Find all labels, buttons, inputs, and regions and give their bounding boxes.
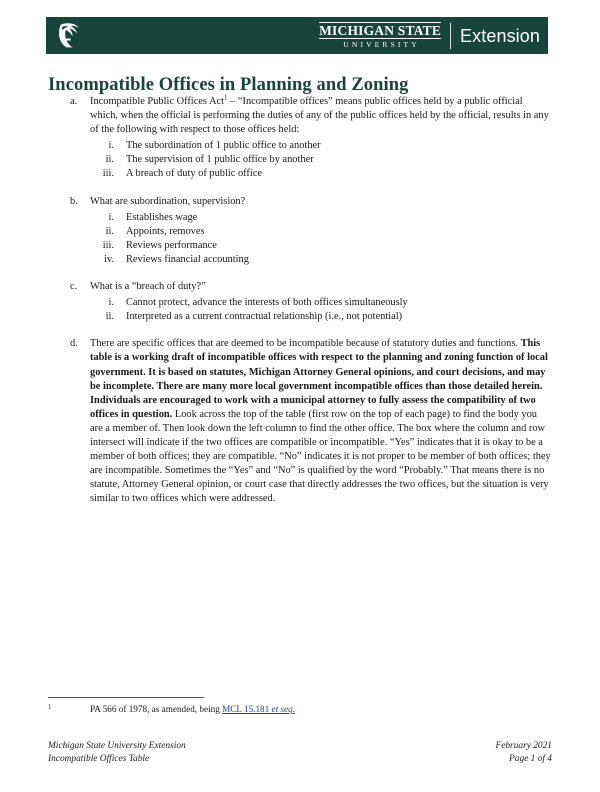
list-item [90, 211, 552, 225]
footer-page-number: Page 1 of 4 [509, 753, 552, 764]
list-marker-d: d. [70, 338, 78, 350]
msu-wordmark-line2: UNIVERSITY [343, 40, 420, 49]
list-item [90, 139, 552, 153]
footnote-number: 1 [48, 704, 52, 711]
msu-extension-header-band [46, 17, 548, 54]
list-marker-b: b. [70, 195, 78, 207]
footnote-text: PA 566 of 1978, as amended, being [90, 704, 223, 714]
sublist-marker: ii. [105, 311, 114, 323]
spartan-helmet-icon [56, 22, 82, 50]
page-title: Incompatible Offices in Planning and Zoning [48, 75, 409, 96]
sublist-text: A breach of duty of public office [126, 168, 262, 180]
list-item [90, 153, 552, 167]
list-marker-c: c. [70, 281, 78, 293]
msu-wordmark [319, 22, 450, 49]
list-item-a [48, 95, 552, 182]
sublist-text: The subordination of 1 public office to another [126, 140, 321, 152]
page-footer [48, 740, 552, 765]
sublist-b [90, 211, 552, 267]
sublist-text: Reviews financial accounting [126, 253, 249, 265]
footer-document-name: Incompatible Offices Table [48, 753, 150, 764]
list-item [90, 253, 552, 267]
footnote-area [48, 697, 552, 715]
list-item [90, 167, 552, 181]
sublist-marker: i. [108, 140, 114, 152]
list-item-c [48, 280, 552, 324]
list-item [90, 239, 552, 253]
footer-date: February 2021 [495, 741, 552, 751]
document-body [48, 95, 552, 506]
outline-list [48, 95, 552, 506]
sublist-text: Cannot protect, advance the interests of both offices simultaneously [126, 297, 408, 309]
sublist-text: Reviews performance [126, 239, 217, 251]
msu-wordmark-line1: MICHIGAN STATE [319, 22, 442, 38]
paragraph-a-text-after-ref: – “Incompatible offices” means public offices held by a public official which, when the official is performing the duties of any of the public offices held by the official, results in any of the following with respect to those offices held: [90, 96, 549, 136]
sublist-marker: ii. [105, 225, 114, 237]
sublist-marker: iii. [102, 239, 114, 251]
sublist-text: The supervision of 1 public office by another [126, 154, 314, 166]
paragraph-d-bold: This table is a working draft of incompatible offices with respect to the planning and zoning function of local government. It is based on statutes, Michigan Attorney General opinions, and court decisions, and may be incomplete. There are many more local government incompatible offices than those detailed herein. Individuals are encouraged to work with a municipal attorney to fully assess the compatibility of two offices in question. [90, 338, 548, 420]
mcl-statute-link-italic: et seq. [271, 704, 296, 714]
paragraph-d [90, 337, 552, 506]
sublist-marker: iii. [102, 168, 114, 180]
sublist-marker: ii. [105, 154, 114, 166]
paragraph-a [90, 95, 552, 137]
sublist-a [90, 139, 552, 181]
sublist-marker: i. [108, 211, 114, 223]
footer-left [48, 740, 186, 765]
footer-organization: Michigan State University Extension [48, 741, 186, 751]
sublist-marker: iv. [103, 253, 114, 265]
sublist-text: Appoints, removes [126, 225, 205, 237]
extension-unit-label: Extension [460, 25, 540, 46]
list-item-d [48, 337, 552, 506]
mcl-statute-link-text: MCL 15.181 [222, 704, 272, 714]
footnote-1 [48, 703, 552, 715]
sublist-text: Interpreted as a current contractual relationship (i.e., not potential) [126, 311, 403, 323]
brand-divider [450, 23, 451, 49]
mcl-statute-link[interactable] [222, 704, 295, 714]
msu-extension-brand-lockup [319, 22, 540, 50]
list-item [90, 296, 552, 310]
footer-right [495, 740, 552, 765]
list-marker-a: a. [70, 96, 78, 107]
list-item-b [48, 195, 552, 267]
paragraph-b: What are subordination, supervision? [90, 195, 246, 207]
list-item [90, 225, 552, 239]
sublist-c [90, 296, 552, 324]
paragraph-d-part2: Look across the top of the table (first row on the top of each page) to find the body you are a member of. Then look down the left column to find the other office. The box where the column and row intersect will indicate if the two offices are compatible or incompatible. “Yes” indicates that it is okay to be a member of both offices; they are compatible. “No” indicates it is not proper to be member of both offices; they are incompatible. Sometimes the “Yes” and “No” is qualified by the word “Probably.” That means there is no statute, Attorney General opinion, or court case that directly addresses the two offices, but the situation is very similar to two offices which were addressed. [90, 408, 551, 505]
footnote-separator [48, 697, 204, 698]
paragraph-d-part1: There are specific offices that are deemed to be incompatible because of statutory duties and functions. [90, 338, 521, 350]
paragraph-c: What is a “breach of duty?” [90, 281, 206, 293]
list-item [90, 310, 552, 324]
footnote-reference-1[interactable]: 1 [224, 93, 228, 102]
sublist-marker: i. [108, 297, 114, 309]
sublist-text: Establishes wage [126, 211, 198, 223]
paragraph-a-text-before-ref: Incompatible Public Offices Act [90, 96, 224, 107]
